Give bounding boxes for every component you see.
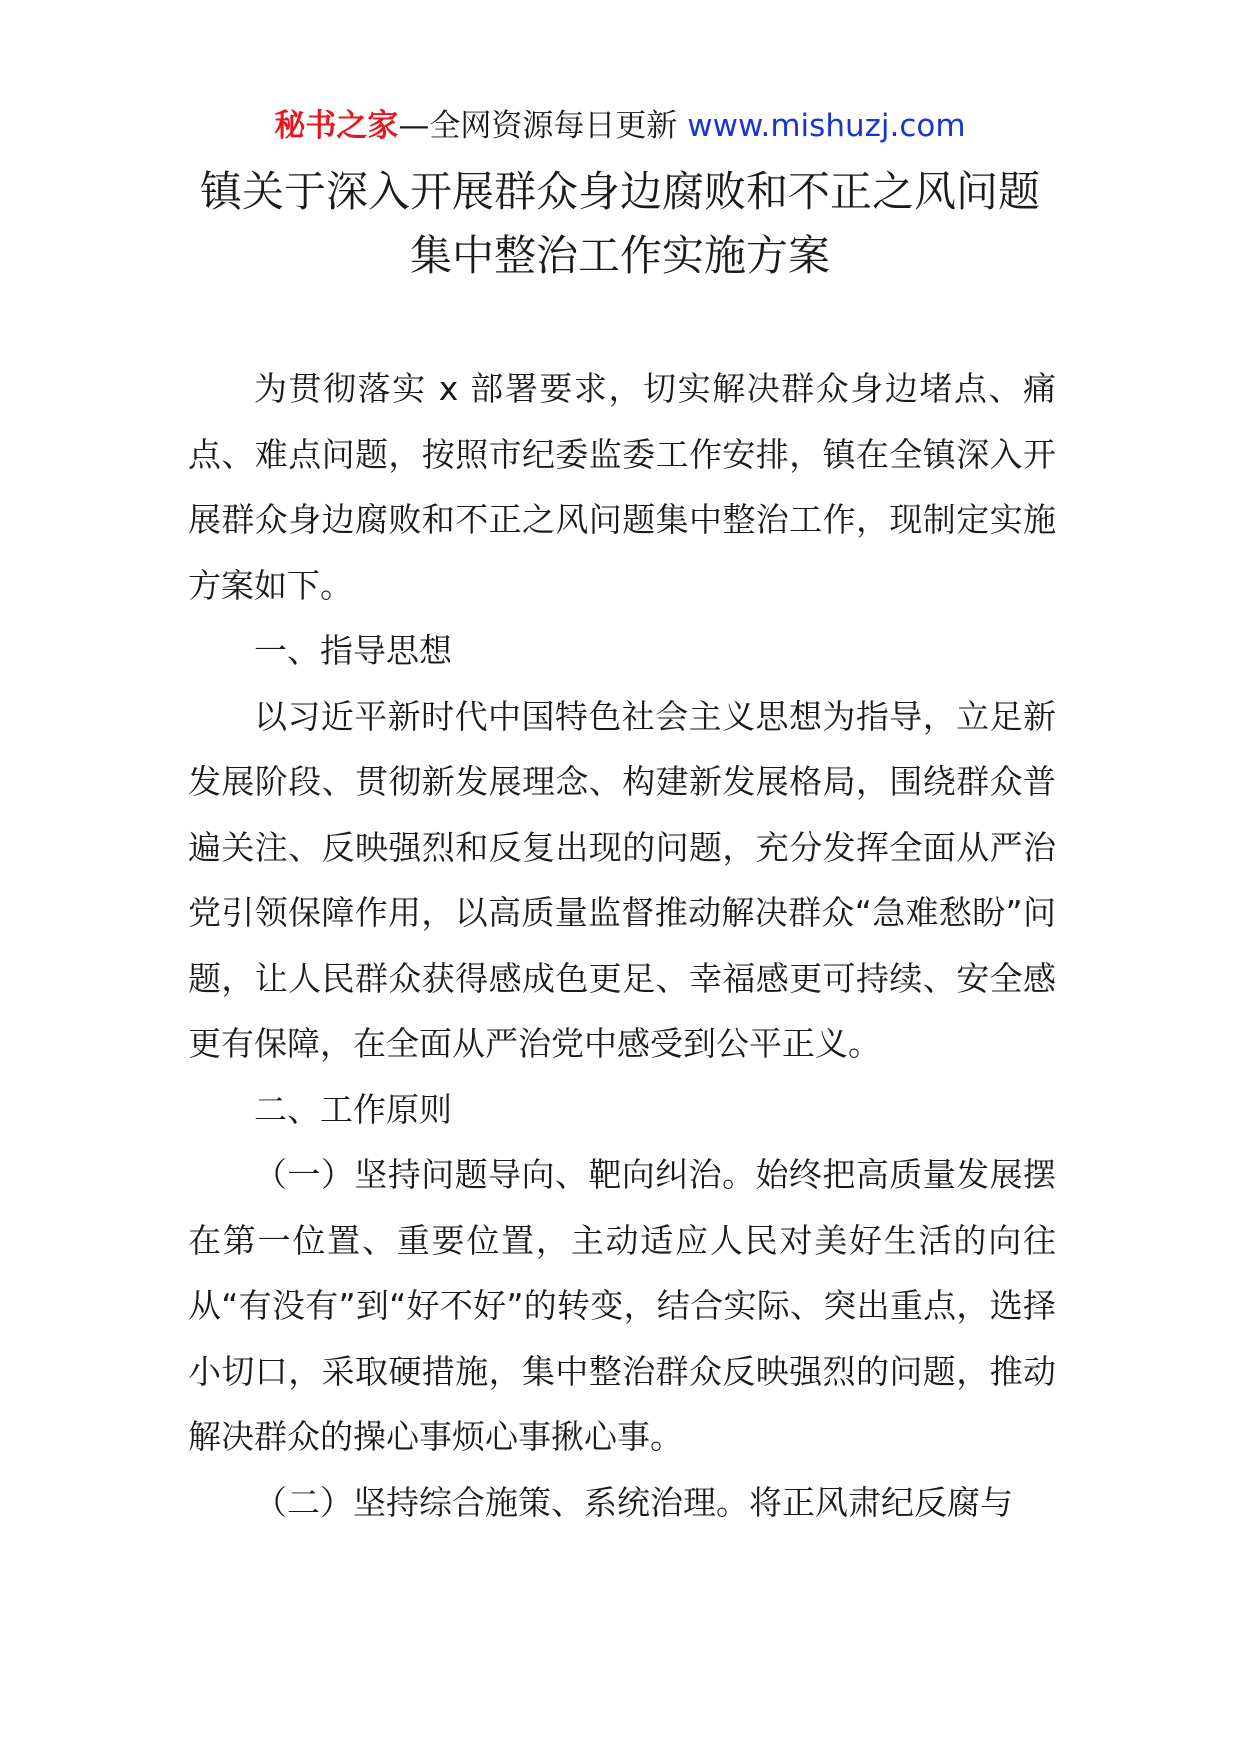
paragraph-principle-1: （一）坚持问题导向、靶向纠治。始终把高质量发展摆在第一位置、重要位置，主动适应人民对美好生活的向往从“有没有”到“好不好”的转变，结合实际、突出重点，选择小切口，采取硬措施，集中整治群众反映强烈的问题，推动解决群众的操心事烦心事揪心事。 <box>188 1155 1056 1456</box>
section-heading-guiding-ideology: 一、指导思想 <box>254 631 452 670</box>
title-line-2: 集中整治工作实施方案 <box>409 231 830 280</box>
title-line-1: 镇关于深入开展群众身边腐败和不正之风问题 <box>199 167 1040 216</box>
paragraph-guiding-ideology: 以习近平新时代中国特色社会主义思想为指导，立足新发展阶段、贯彻新发展理念、构建新发展格局，围绕群众普遍关注、反映强烈和反复出现的问题，充分发挥全面从严治党引领保障作用，以高质量监督推动解决群众“急难愁盼”问题，让人民群众获得感成色更足、幸福感更可持续、安全感更有保障，在全面从严治党中感受到公平正义。 <box>188 696 1056 1063</box>
site-header <box>0 104 1240 148</box>
paragraph-principle-2: （二）坚持综合施策、系统治理。将正风肃纪反腐与 <box>254 1482 1013 1522</box>
site-brand: 秘书之家 <box>274 108 399 144</box>
document-title <box>0 160 1240 288</box>
site-tagline: —全网资源每日更新 <box>398 108 688 144</box>
document-body <box>188 356 1056 1535</box>
section-heading-work-principles: 二、工作原则 <box>254 1089 452 1129</box>
paragraph-intro: 为贯彻落实 x 部署要求，切实解决群众身边堵点、痛点、难点问题，按照市纪委监委工作安排，镇在全镇深入开展群众身边腐败和不正之风问题集中整治工作，现制定实施方案如下。 <box>188 369 1056 605</box>
site-url-link[interactable]: www.mishuzj.com <box>687 108 966 144</box>
